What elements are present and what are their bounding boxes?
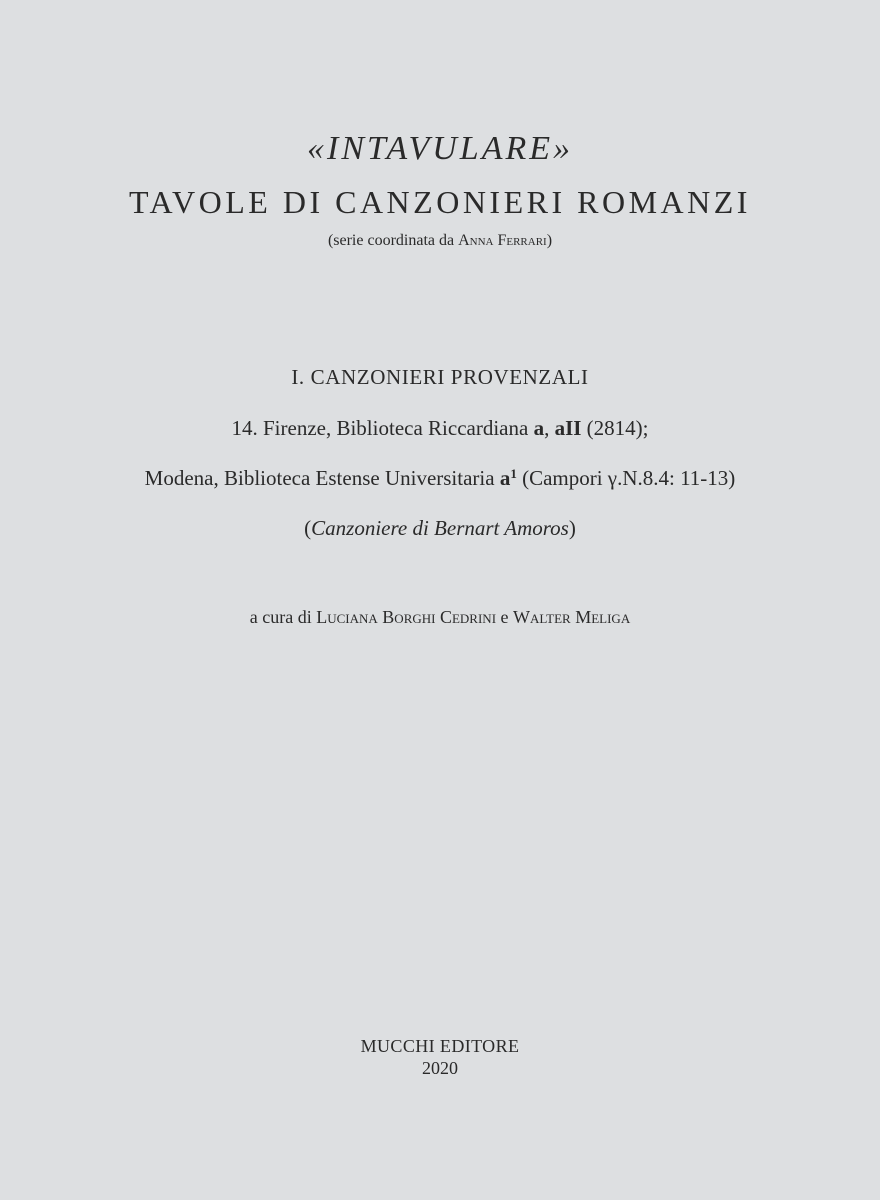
siglum-aII: aII <box>554 416 582 440</box>
series-note-suffix: ) <box>546 232 553 249</box>
series-coordinator-name: Anna Ferrari <box>458 232 547 249</box>
series-subtitle: TAVOLE DI CANZONIERI ROMANZI <box>129 184 751 220</box>
editor-1-name: Luciana Borghi Cedrini <box>316 607 497 627</box>
editors-line <box>0 607 880 628</box>
publication-year: 2020 <box>422 1058 458 1078</box>
siglum-a1: a <box>499 466 511 490</box>
siglum-a: a <box>533 416 545 440</box>
paren-open: ( <box>304 516 312 540</box>
volume-line1-suffix: (2814); <box>581 416 649 440</box>
volume-subtitle <box>0 516 880 541</box>
volume-line2-prefix: Modena, Biblioteca Estense Universitaria <box>144 466 500 490</box>
series-coordinator-note <box>0 232 880 250</box>
volume-subtitle-italic: Canzoniere di Bernart Amoros <box>311 516 569 540</box>
volume-title-line-1 <box>0 416 880 441</box>
volume-comma: , <box>544 416 555 440</box>
siglum-a1-superscript: 1 <box>510 466 517 481</box>
series-title: «INTAVULARE» <box>307 130 573 167</box>
editor-2-name: Walter Meliga <box>513 607 631 627</box>
volume-line2-suffix: (Campori γ.N.8.4: 11-13) <box>516 466 736 490</box>
volume-line1-prefix: 14. Firenze, Biblioteca Riccardiana <box>231 416 534 440</box>
editors-conjunction: e <box>496 607 514 627</box>
section-title: I. CANZONIERI PROVENZALI <box>291 365 589 389</box>
series-note-prefix: (serie coordinata da <box>327 232 459 249</box>
editors-prefix: a cura di <box>249 607 317 627</box>
volume-title-line-2 <box>0 466 880 491</box>
paren-close: ) <box>568 516 576 540</box>
publisher-name: MUCCHI EDITORE <box>360 1036 520 1056</box>
